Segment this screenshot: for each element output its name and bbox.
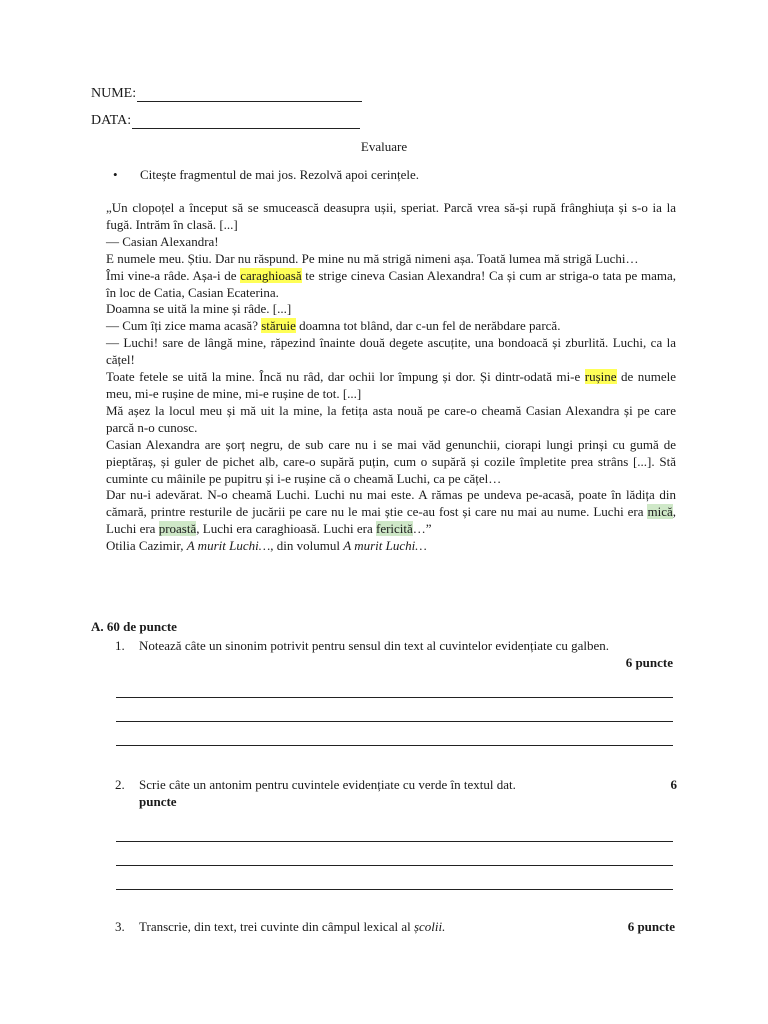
instruction-text: Citește fragmentul de mai jos. Rezolvă apoi cerințele. xyxy=(140,167,420,182)
passage-paragraph xyxy=(106,318,676,335)
question-text xyxy=(139,777,675,810)
question-text-content: Scrie câte un antonim pentru cuvintele evidențiate cu verde în textul dat. xyxy=(139,777,516,792)
source-title: A murit Luchi… xyxy=(186,538,271,554)
page-title: Evaluare xyxy=(360,139,408,154)
question-points: 6 xyxy=(670,777,677,792)
question-number: 1. xyxy=(115,638,125,653)
question-points-label: puncte xyxy=(139,793,177,809)
passage-text: te strige cineva Casian Alexandra! Ca și cum ar striga-o tata pe mama, în loc de Catia, Casian Ecaterina. xyxy=(106,267,676,300)
date-label: DATA: xyxy=(91,113,132,128)
question-2 xyxy=(115,777,675,810)
passage-paragraph: — Luchi! sare de lângă mine, răpezind înainte două degete ascuțite, una bondoacă și zburlită. Luchi, ca la cățel! xyxy=(106,335,676,368)
answer-line[interactable] xyxy=(116,745,673,746)
answer-line[interactable] xyxy=(116,841,673,842)
passage-paragraph: „Un clopoțel a început să se smucească deasupra ușii, speriat. Parcă vrea să-și rupă frânghiuța și s-o ia la fugă. Intrăm în clasă. [...] xyxy=(106,200,676,232)
question-3 xyxy=(115,919,675,936)
passage-paragraph xyxy=(106,268,676,302)
source-author: Otilia Cazimir, xyxy=(106,538,187,554)
yellow-highlight-word: stăruie xyxy=(261,318,296,334)
passage-text: Toate fetele se uită la mine. Încă nu râd, dar ochii lor împung și dor. Și dintr-odată mi-e xyxy=(106,369,585,385)
passage-text: Îmi vine-a râde. Așa-i de xyxy=(106,267,241,283)
passage-text: de numele meu, mi-e rușine de mine, mi-e rușine de tot. [...] xyxy=(106,369,676,401)
passage-text: …” xyxy=(412,521,432,537)
passage-text: , Luchi era caraghioasă. Luchi era xyxy=(196,521,376,537)
bullet-icon: • xyxy=(113,167,118,182)
question-number: 2. xyxy=(115,777,125,792)
date-field xyxy=(91,113,360,129)
yellow-highlight-word: caraghioasă xyxy=(240,267,302,283)
passage-text: Dar nu-i adevărat. N-o cheamă Luchi. Luchi nu mai este. A rămas pe undeva pe-acasă, poate în lădița din cămară, printre resturile de jucării pe care nu le mai știe ce-au fost și care nu mai au nume. Luchi era xyxy=(106,487,676,520)
passage-paragraph xyxy=(106,369,676,403)
source-volume: A murit Luchi… xyxy=(343,538,427,554)
answer-line[interactable] xyxy=(116,697,673,698)
answer-line[interactable] xyxy=(116,721,673,722)
name-field xyxy=(91,86,362,102)
passage-paragraph: E numele meu. Știu. Dar nu răspund. Pe mine nu mă strigă nimeni așa. Toată lumea mă strigă Luchi… xyxy=(106,250,639,266)
passage-text: — Cum îți zice mama acasă? xyxy=(106,318,262,334)
passage-paragraph: Doamna se uită la mine și râde. [...] xyxy=(106,301,292,317)
passage-paragraph xyxy=(106,487,676,538)
reading-passage xyxy=(106,200,676,555)
date-blank-line[interactable] xyxy=(132,114,360,129)
source-text: , din volumul xyxy=(270,538,344,554)
passage-text: doamna tot blând, dar c-un fel de nerăbdare parcă. xyxy=(295,318,561,334)
question-text-content: Transcrie, din text, trei cuvinte din câmpul lexical al xyxy=(139,919,414,934)
green-highlight-word: proastă xyxy=(158,521,197,537)
passage-paragraph: Casian Alexandra are șorț negru, de sub care nu i se mai văd genunchii, ciorapi lungi prinși cu gumă de pieptăraș, și guler de pichet alb, care-o supără puțin, cum o supără și cozile împletite prea strâns [...]. Stă cuminte cu mâinile pe pupitru și i-e rușine că o cheamă Luchi, ca pe cățel… xyxy=(106,436,676,486)
name-label: NUME: xyxy=(91,86,137,101)
answer-line[interactable] xyxy=(116,889,673,890)
passage-paragraph: — Casian Alexandra! xyxy=(106,233,219,249)
question-1 xyxy=(115,638,675,670)
green-highlight-word: mică xyxy=(647,504,673,520)
instruction xyxy=(113,167,419,183)
question-number: 3. xyxy=(115,919,125,934)
green-highlight-word: fericită xyxy=(375,521,413,537)
question-text: Notează câte un sinonim potrivit pentru sensul din text al cuvintelor evidențiate cu galben. xyxy=(139,638,610,653)
name-blank-line[interactable] xyxy=(137,87,362,102)
question-emphasis: școlii. xyxy=(413,919,446,934)
question-points: 6 puncte xyxy=(625,655,673,670)
yellow-highlight-word: rușine xyxy=(584,369,617,385)
section-heading: A. 60 de puncte xyxy=(91,619,177,634)
passage-text: , Luchi era xyxy=(106,504,676,537)
passage-paragraph: Mă așez la locul meu și mă uit la mine, la fetița asta nouă pe care-o cheamă Casian Alexandra și pe care parcă n-o cunosc. xyxy=(106,402,676,435)
source-citation xyxy=(106,538,676,555)
question-points: 6 puncte xyxy=(627,919,675,934)
question-text xyxy=(139,919,675,936)
answer-line[interactable] xyxy=(116,865,673,866)
